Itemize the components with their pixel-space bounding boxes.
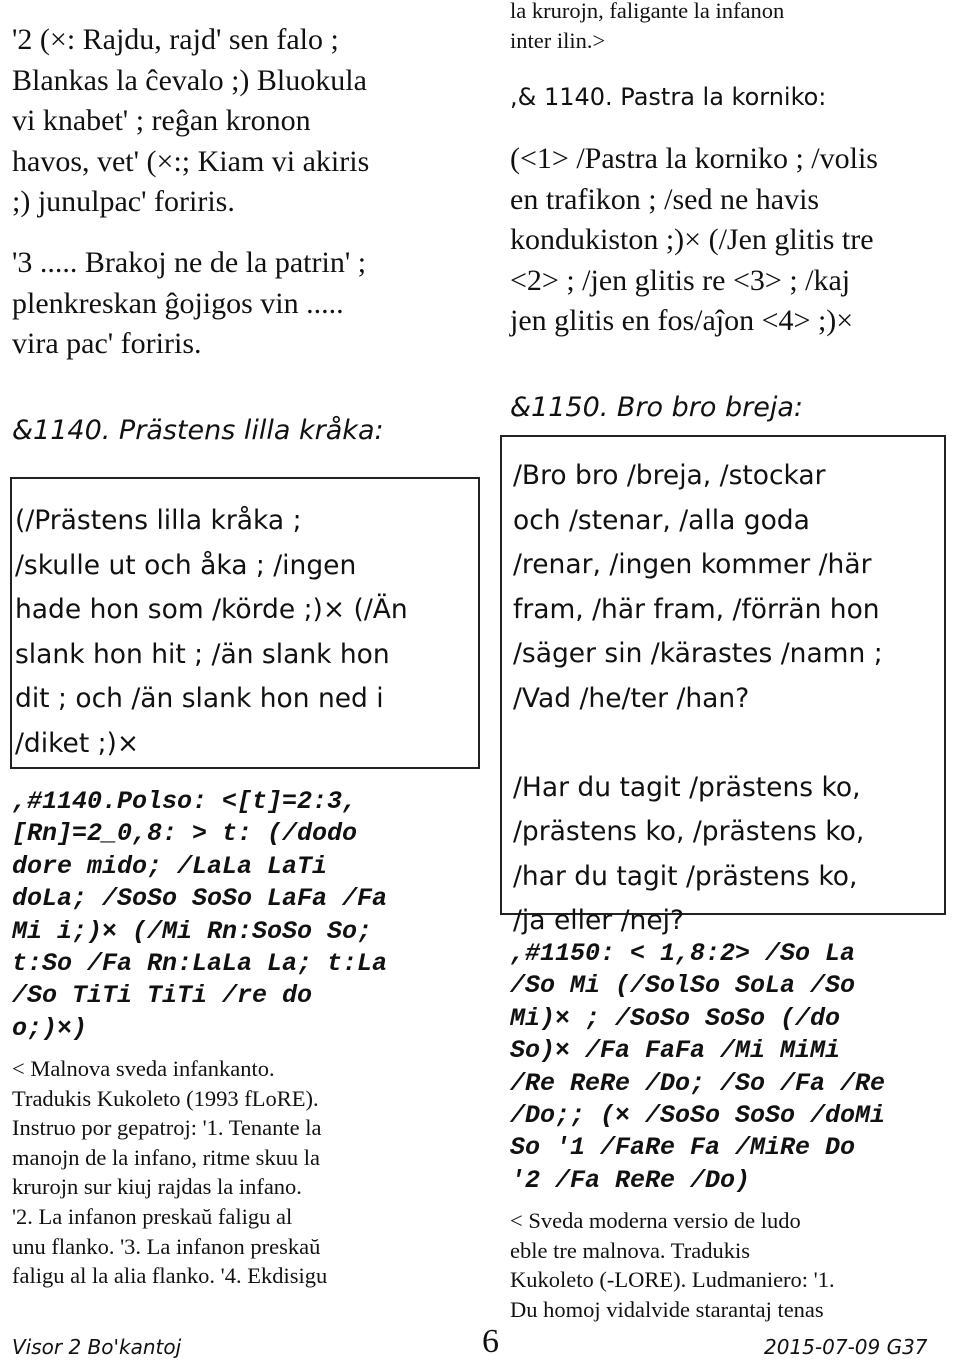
song-heading-1140: &1140. Prästens lilla kråka: bbox=[12, 415, 384, 446]
verse-2: '2 (×: Rajdu, rajd' sen falo ; Blankas la ĉevalo ;) Bluokula vi knabet' ; reĝan kronon havos, vet' (×:; Kiam vi akiris ;) junulpac' foriris. bbox=[12, 23, 370, 218]
song-heading-1150: &1150. Bro bro breja: bbox=[510, 392, 803, 423]
esperanto-lyrics-1140: (<1> /Pastra la korniko ; /volis en trafikon ; /sed ne havis kondukiston ;)× (/Jen glitis tre <2> ; /jen glitis re <3> ; /kaj jen glitis en fos/aĵon <4> ;)× bbox=[510, 142, 878, 337]
verse-3: '3 ..... Brakoj ne de la patrin' ; plenkreskan ĝojigos vin ..... vira pac' foriris. bbox=[12, 246, 367, 360]
lyrics-box-1150 bbox=[500, 435, 946, 936]
boxed-lyrics-1150: /Bro bro /breja, /stockar och /stenar, /alla goda /renar, /ingen kommer /här fram, /här fram, /förrän hon /säger sin /kärastes /namn ; /Vad /he/ter /han? /Har du tagit /prästens ko, /prästens ko, /prästens ko, /har du tagit /prästens ko, /ja eller /nej? bbox=[513, 460, 883, 936]
description-1150: < Sveda moderna versio de ludo eble tre malnova. Tradukis Kukoleto (-LORE). Ludmaniero: '1. Du homoj vidalvide starantaj tenas bbox=[510, 1208, 835, 1322]
continuation-text: la krurojn, faligante la infanon inter ilin.> bbox=[510, 0, 785, 53]
esperanto-heading-1140: ,& 1140. Pastra la korniko: bbox=[510, 83, 827, 111]
notation-1140: ,#1140.Polso: <[t]=2:3, [Rn]=2_0,8: > t: (/dodo dore mido; /LaLa LaTi doLa; /SoSo SoSo LaFa /Fa Mi i;)× (/Mi Rn:SoSo So; t:So /Fa Rn:LaLa La; t:La /So TiTi TiTi /re do o;)×) bbox=[12, 787, 388, 1043]
footer-date: 2015-07-09 G37 bbox=[764, 1335, 928, 1359]
boxed-lyrics-1140: (/Prästens lilla kråka ; /skulle ut och åka ; /ingen hade hon som /körde ;)× (/Än slank hon hit ; /än slank hon dit ; och /än slank hon ned i /diket ;)× bbox=[15, 505, 408, 759]
page-number: 6 bbox=[482, 1323, 499, 1360]
footer-title: Visor 2 Bo'kantoj bbox=[12, 1335, 182, 1359]
notation-1150: ,#1150: < 1,8:2> /So La /So Mi (/SolSo SoLa /So Mi)× ; /SoSo SoSo (/do So)× /Fa FaFa /Mi MiMi /Re ReRe /Do; /So /Fa /Re /Do;; (× /SoSo SoSo /doMi So '1 /FaRe Fa /MiRe Do '2 /Fa ReRe /Do) bbox=[510, 939, 886, 1195]
description-1140: < Malnova sveda infankanto. Tradukis Kukoleto (1993 fLoRE). Instruo por gepatroj: '1. Tenante la manojn de la infano, ritme skuu la krurojn sur kiuj rajdas la infano. '2. La infanon preskaŭ faligu al unu flanko. '3. La infanon preskaŭ faligu al la alia flanko. '4. Ekdisigu bbox=[12, 1056, 328, 1289]
lyrics-box-1140 bbox=[10, 477, 480, 769]
